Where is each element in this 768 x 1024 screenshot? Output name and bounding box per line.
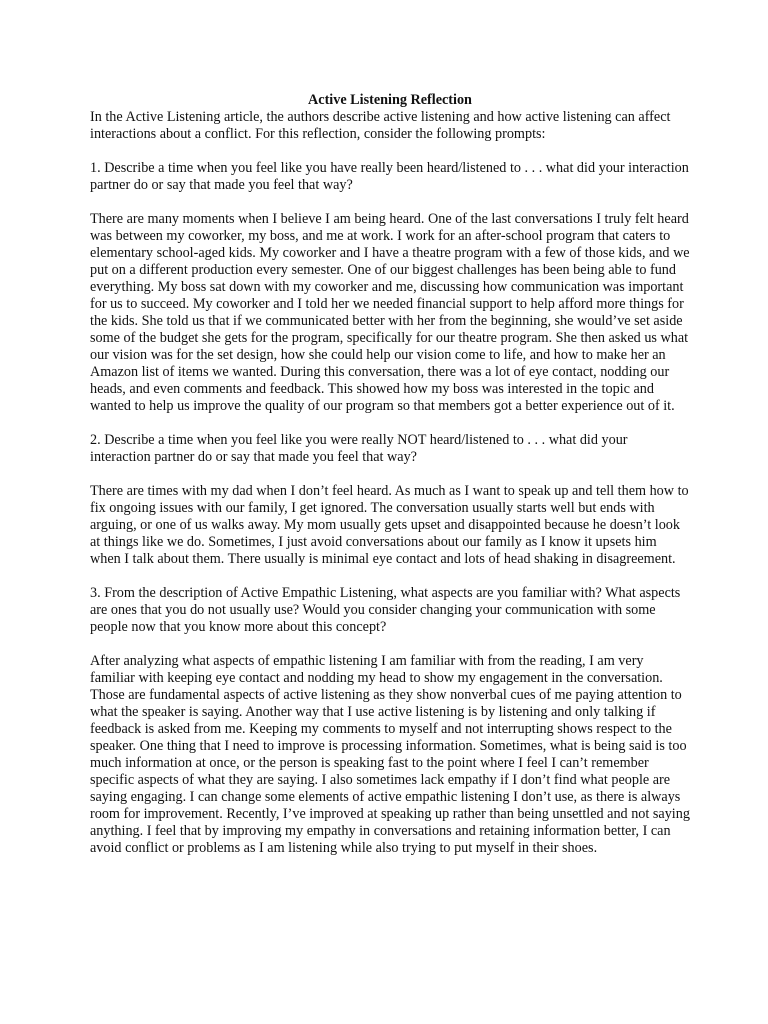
document-page xyxy=(90,92,690,874)
prompt-1: 1. Describe a time when you feel like you have really been heard/listened to . . . what did your interaction partner do or say that made you feel that way? xyxy=(90,160,689,193)
response-1: There are many moments when I believe I am being heard. One of the last conversations I truly felt heard was between my coworker, my boss, and me at work. I work for an after-school program that caters to elementary school-aged kids. My coworker and I have a theatre program with a few of those kids, and we put on a different production every semester. One of our biggest challenges has been being able to fund everything. My boss sat down with my coworker and me, discussing how communication was important for us to succeed. My coworker and I told her we needed financial support to help afford more things for the kids. She told us that if we communicated better with her from the beginning, she would’ve set aside some of the budget she gets for the program, specifically for our theatre program. She then asked us what our vision was for the set design, how she could help our vision come to life, and how to make her an Amazon list of items we wanted. During this conversation, there was a lot of eye contact, nodding our heads, and even comments and feedback. This showed how my boss was interested in the topic and wanted to help us improve the quality of our program so that members got a better experience out of it. xyxy=(90,211,690,414)
response-2: There are times with my dad when I don’t feel heard. As much as I want to speak up and tell them how to fix ongoing issues with our family, I get ignored. The conversation usually starts well but ends with arguing, or one of us walks away. My mom usually gets upset and disappointed because he doesn’t look at things like we do. Sometimes, I just avoid conversations about our family as I know it upsets him when I talk about them. There usually is minimal eye contact and lots of head shaking in disagreement. xyxy=(90,483,689,567)
response-3: After analyzing what aspects of empathic listening I am familiar with from the reading, I am very familiar with keeping eye contact and nodding my head to show my engagement in the conversation. Those are fundamental aspects of active listening as they show nonverbal cues of me paying attention to what the speaker is saying. Another way that I use active listening is by listening and only talking if feedback is asked from me. Keeping my comments to myself and not interrupting shows respect to the speaker. One thing that I need to improve is processing information. Sometimes, what is being said is too much information at once, or the person is speaking fast to the point where I feel I can’t remember specific aspects of what they are saying. I also sometimes lack empathy if I don’t find what people are saying engaging. I can change some elements of active empathic listening I don’t use, as there is always room for improvement. Recently, I’ve improved at speaking up rather than being unsettled and not saying anything. I feel that by improving my empathy in conversations and retaining information better, I can avoid conflict or problems as I am listening while also trying to put myself in their shoes. xyxy=(90,653,690,856)
prompt-2: 2. Describe a time when you feel like you were really NOT heard/listened to . . . what did your interaction partner do or say that made you feel that way? xyxy=(90,432,628,465)
document-title: Active Listening Reflection xyxy=(308,92,472,108)
prompt-3: 3. From the description of Active Empathic Listening, what aspects are you familiar with? What aspects are ones that you do not usually use? Would you consider changing your communication with some people now that you know more about this concept? xyxy=(90,585,681,635)
intro-paragraph: In the Active Listening article, the authors describe active listening and how active listening can affect interactions about a conflict. For this reflection, consider the following prompts: xyxy=(90,109,671,142)
